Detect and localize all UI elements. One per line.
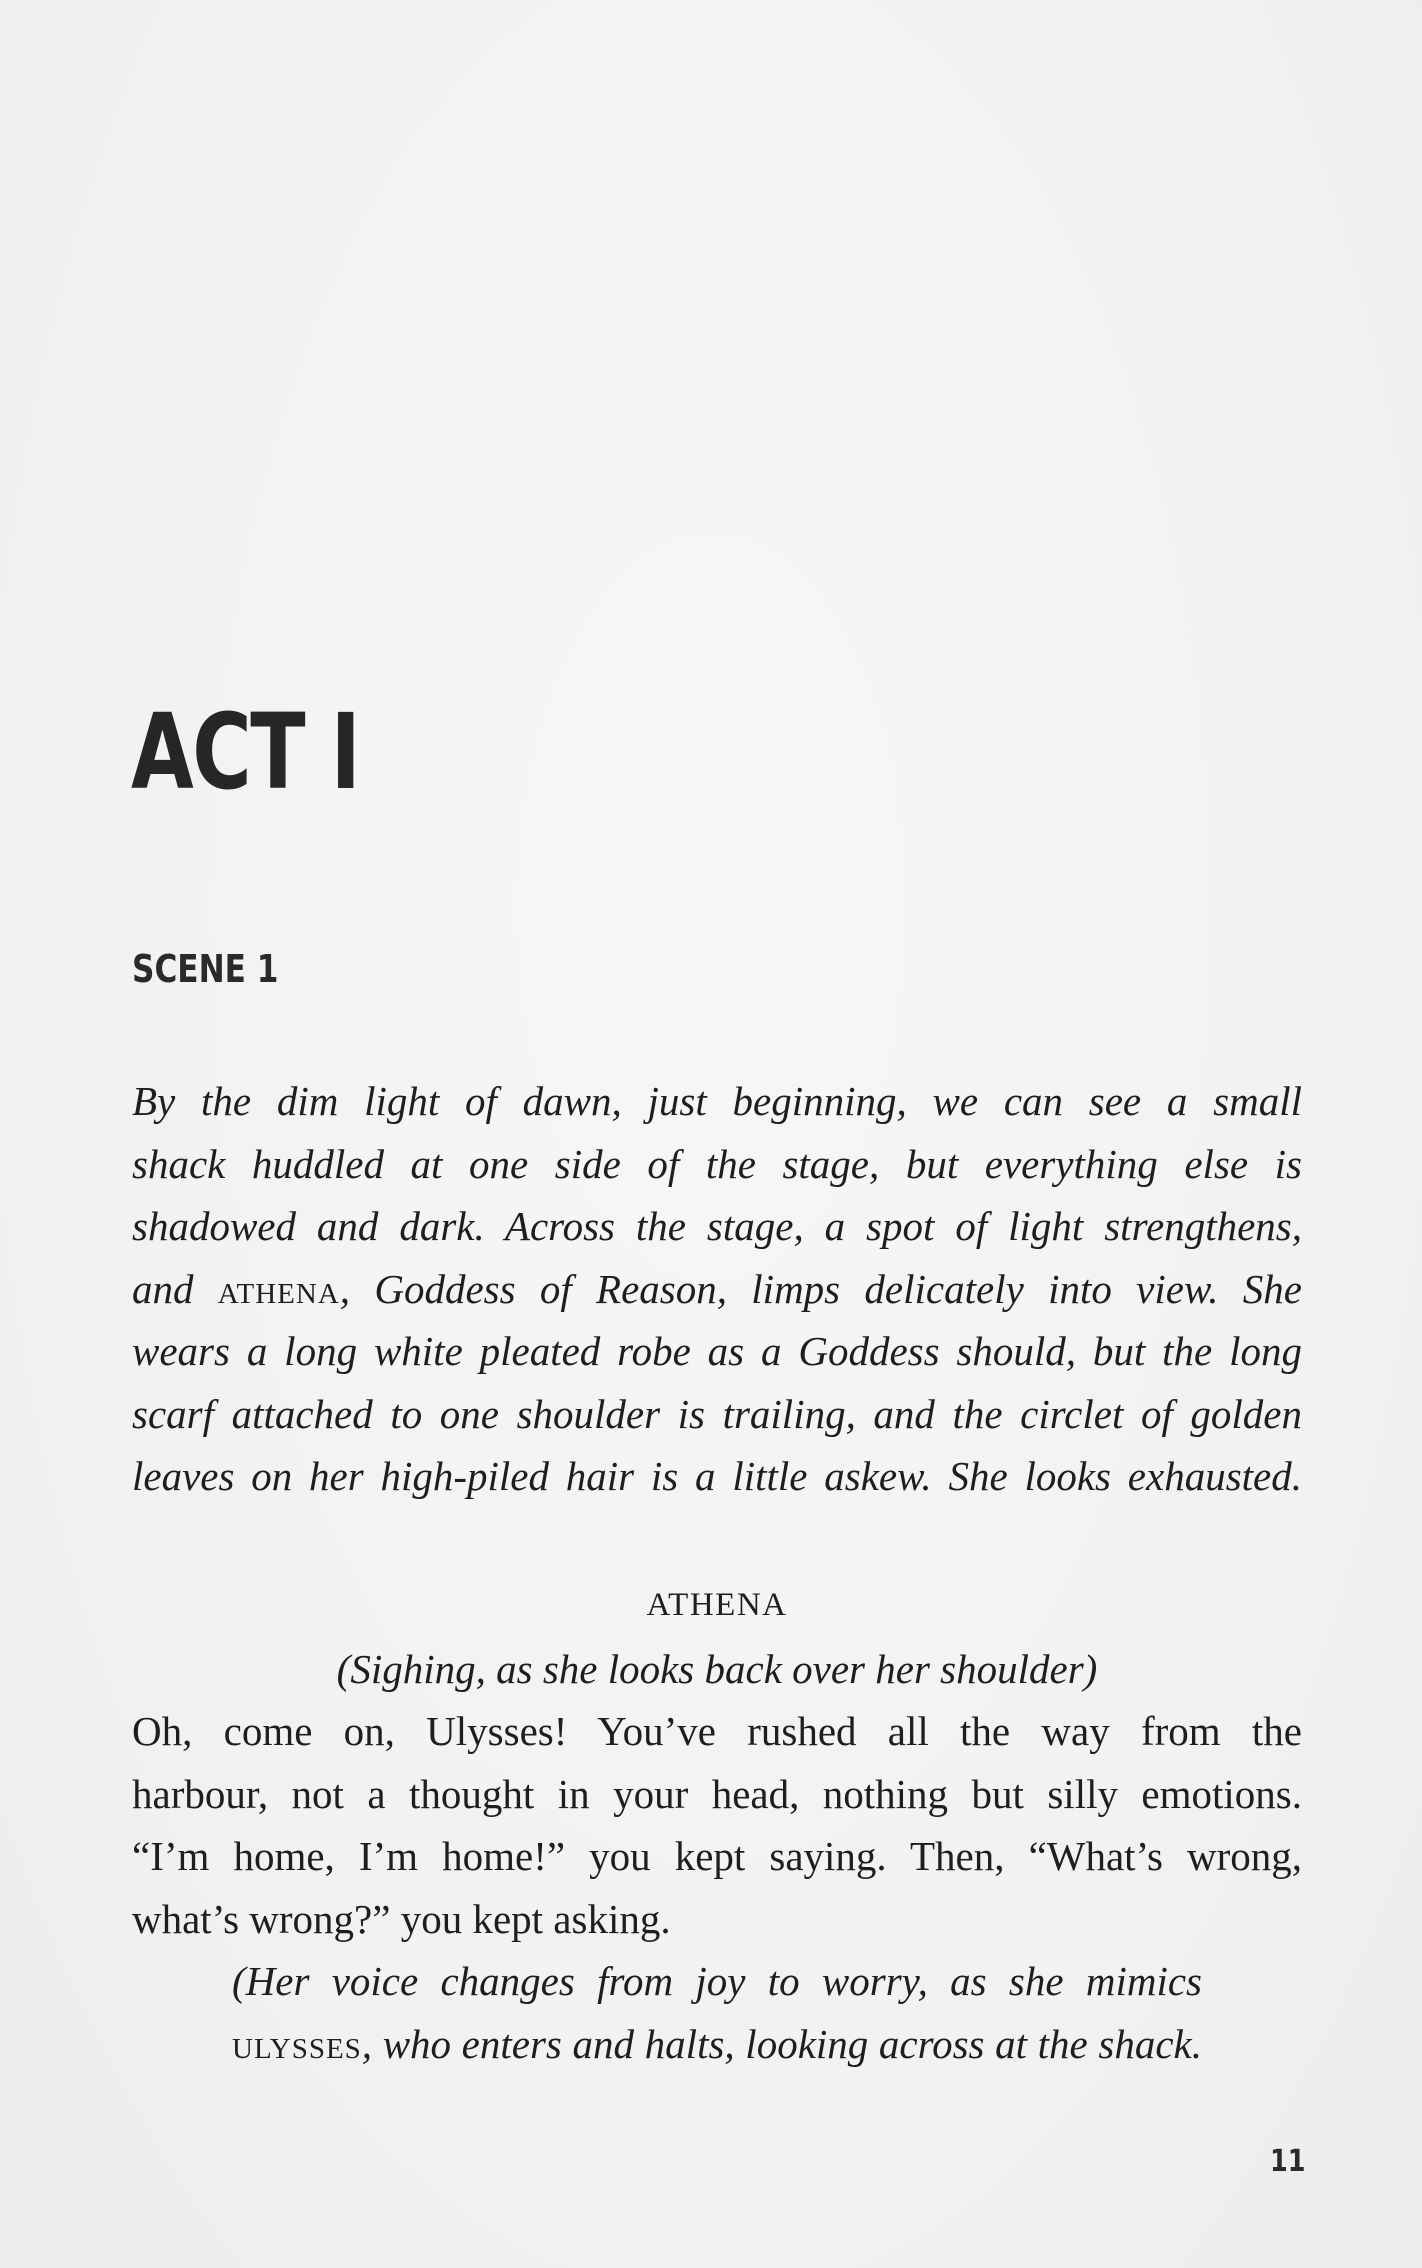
dialogue-line: harbour, not a thought in your head, nothing but silly emotions. <box>132 1770 1302 1817</box>
closing-stage-direction <box>232 1950 1202 2075</box>
speaker-name: ATHENA <box>646 1587 788 1623</box>
act-title: ACT I <box>131 691 360 813</box>
scene-title: SCENE 1 <box>132 947 279 991</box>
stage-direction-line <box>132 1258 1302 1321</box>
dialogue <box>132 1700 1302 1950</box>
stage-direction-line: scarf attached to one shoulder is trailing, and the circlet of golden <box>132 1390 1302 1437</box>
character-name-athena: athena <box>217 1265 340 1312</box>
line-suffix: , who enters and halts, looking across at the shack. <box>361 2020 1202 2067</box>
stage-direction-line: shadowed and dark. Across the stage, a spot of light strengthens, <box>132 1203 1302 1249</box>
stage-direction-line <box>232 2013 1202 2076</box>
dialogue-line: “I’m home, I’m home!” you kept saying. Then, “What’s wrong, <box>132 1833 1302 1879</box>
parenthetical-direction: (Sighing, as she looks back over her shoulder) <box>336 1646 1098 1692</box>
line-prefix: and <box>132 1265 218 1312</box>
stage-direction-line: shack huddled at one side of the stage, but everything else is <box>132 1140 1302 1187</box>
opening-stage-direction <box>132 1070 1302 1508</box>
dialogue-line: what’s wrong?” you kept asking. <box>132 1895 671 1942</box>
stage-direction-line: By the dim light of dawn, just beginning, we can see a small <box>132 1078 1302 1124</box>
page-number: 11 <box>1270 2144 1306 2179</box>
line-suffix: , Goddess of Reason, limps delicately into view. She <box>339 1265 1302 1312</box>
stage-direction-line: leaves on her high-piled hair is a little askew. She looks exhausted. <box>132 1453 1302 1499</box>
dialogue-line: Oh, come on, Ulysses! You’ve rushed all the way from the <box>132 1708 1302 1754</box>
stage-direction-line: (Her voice changes from joy to worry, as she mimics <box>232 1958 1202 2004</box>
stage-direction-line: wears a long white pleated robe as a Goddess should, but the long <box>132 1328 1302 1374</box>
character-name-ulysses: ulysses <box>232 2020 362 2067</box>
